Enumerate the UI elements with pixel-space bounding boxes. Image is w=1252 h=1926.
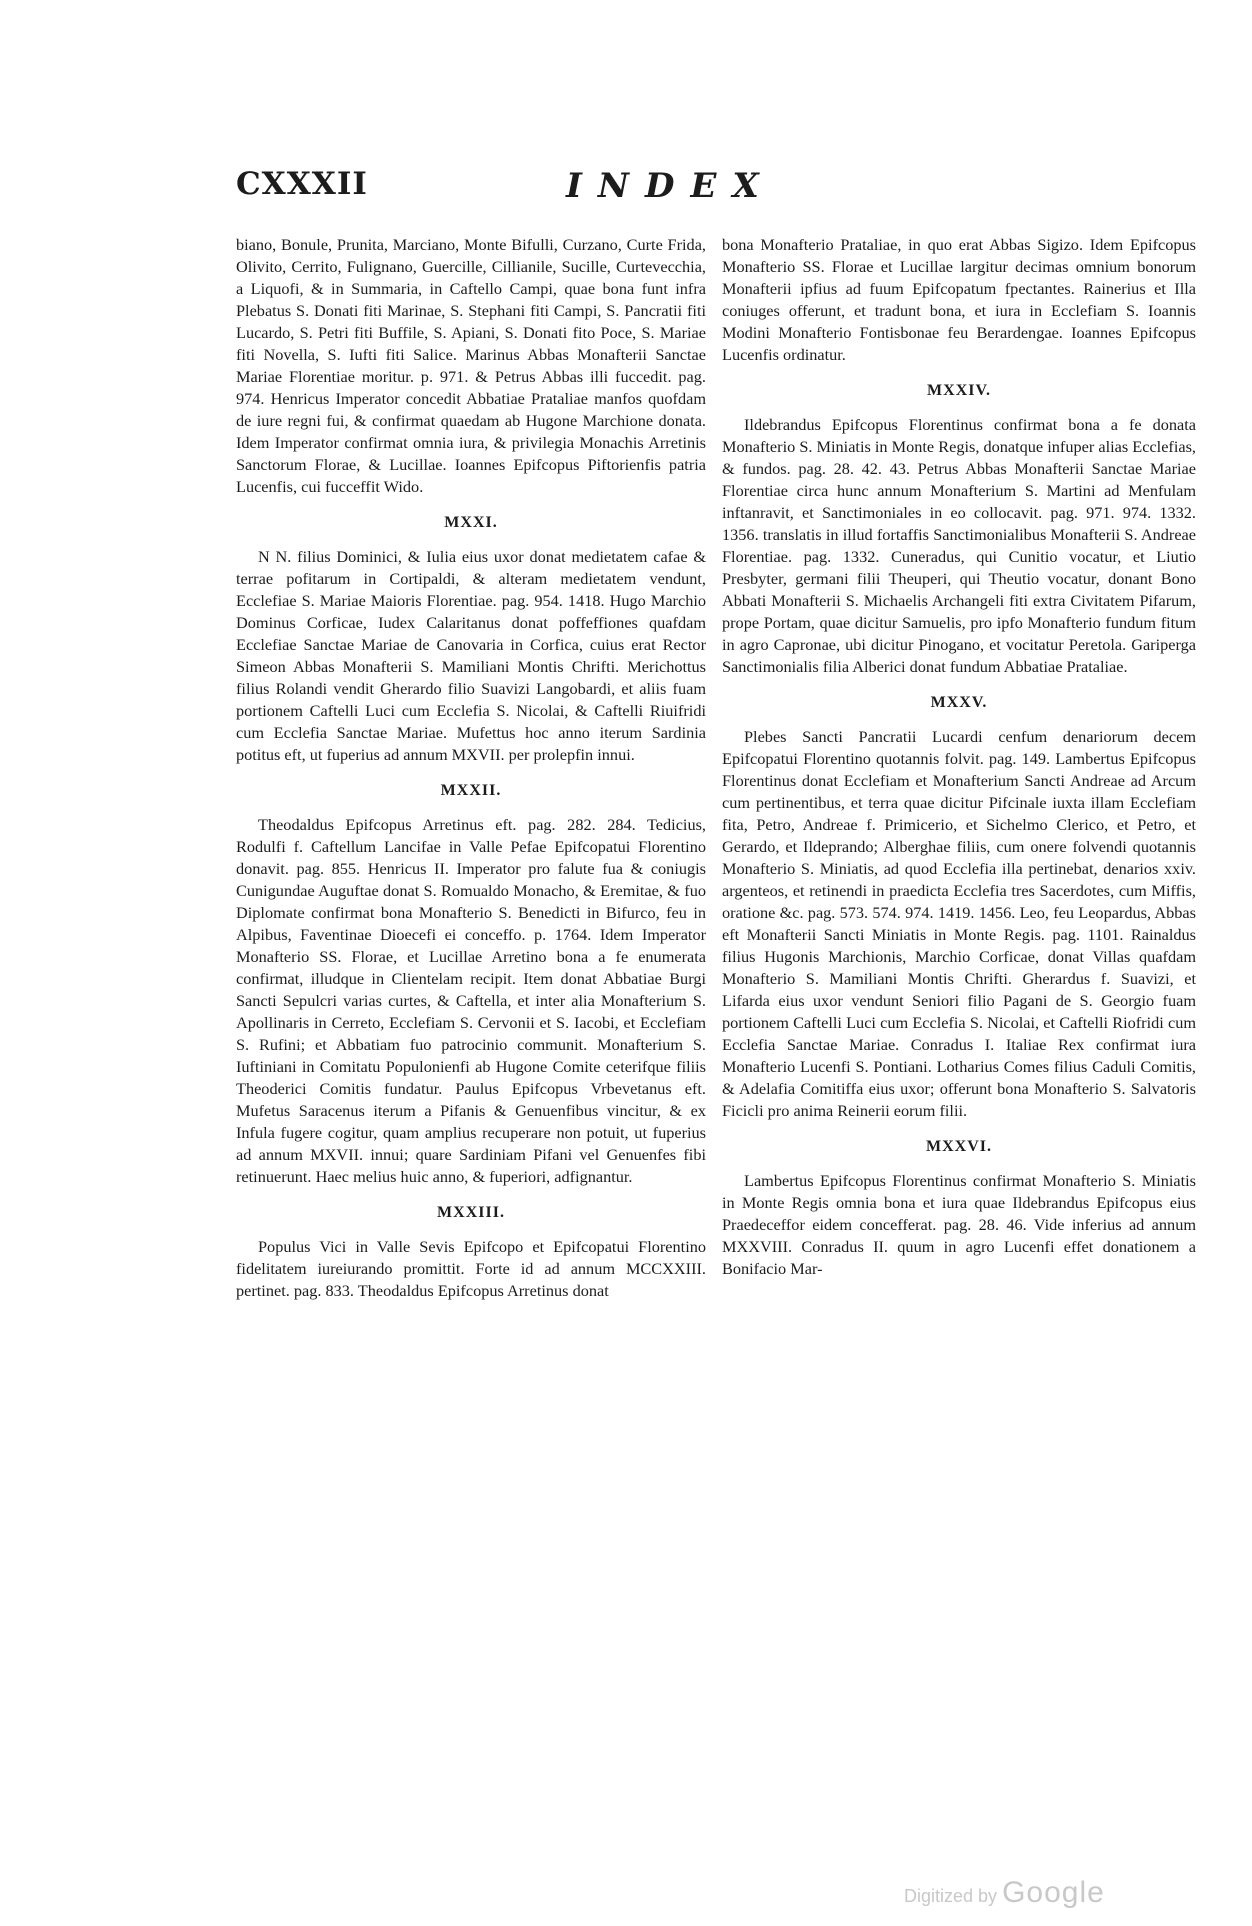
paragraph-continued: biano, Bonule, Prunita, Marciano, Monte Bifulli, Curzano, Curte Frida, Olivito, Cerrito, Fulignano, Guercille, Cillianile, Sucille, Curtevecchia, a Liquofi, & in Summaria, in Caftello Campi, quae bona funt infra Plebatus S. Donati fiti Marinae, S. Stephani fiti Campi, S. Pancratii fiti Lucardo, S. Petri fiti Buffile, S. Apiani, S. Donati fito Poce, S. Mariae fiti Novella, S. Iufti fiti Salice. Marinus Abbas Monafterii Sanctae Mariae Florentiae moritur. p. 971. & Petrus Abbas illi fuccedit. pag. 974. Henricus Imperator concedit Abbatiae Prataliae manfos quofdam de iure regni fui, & confirmat quaedam ab Hugone Marchione donata. Idem Imperator confirmat omnia iura, & privilegia Monachis Arretinis Sanctorum Florae, & Lucillae. Ioannes Epifcopus Piftorienfis patria Lucenfis, cui fucceffit Wido. bbox=[236, 235, 706, 496]
paragraph-mxxii: Theodaldus Epifcopus Arretinus eft. pag. 282. 284. Tedicius, Rodulfi f. Caftellum Lancifae in Valle Pefae Epifcopatui Florentino donavit. pag. 855. Henricus II. Imperator pro falute fua & coniugis Cunigundae Auguftae donat S. Romualdo Monacho, & Eremitae, & fuo Diplomate confirmat bona Monafterio S. Benedicti in Bifurco, feu in Alpibus, Faventinae Dioecefi ei conceffo. p. 1764. Idem Imperator Monafterio SS. Florae, et Lucillae Arretino bona a fe enumerata confirmat, illudque in Clientelam recipit. Item donat Abbatiae Burgi Sancti Sepulcri varias curtes, & Caftella, et inter alia Monafterium S. Apollinaris in Cerreto, Ecclefiam S. Cervonii et S. Iacobi, et Ecclefiam S. Rufini; et Abbatiam fuo patrocinio communit. Monafterium S. Iuftiniani in Comitatu Populonienfi ab Hugone Comite ceterifque filiis Theoderici Comitis fundatur. Paulus Epifcopus Vrbevetanus eft. Mufetus Saracenus iterum a Pifanis & Genuenfibus vincitur, & ex Infula fugere cogitur, quam amplius recuperare non potuit, ut fuperius ad annum MXVII. innui; quare Sardiniam Pifani vel Genuenfes fibi retinuerunt. Haec melius huic anno, & fuperiori, adfignantur. bbox=[236, 815, 706, 1186]
paragraph-mxxi: N N. filius Dominici, & Iulia eius uxor donat medietatem cafae & terrae pofitarum in Cortipaldi, & alteram medietatem vendunt, Ecclefiae S. Mariae Maioris Florentiae. pag. 954. 1418. Hugo Marchio Dominus Corficae, Iudex Calaritanus donat poffeffiones quafdam Ecclefiae Sanctae Mariae de Canovaria in Corfica, cuius erat Rector Simeon Abbas Monafterii S. Mamiliani Montis Chrifti. Merichottus filius Rolandi vendit Gherardo filio Suavizi Langobardi, et aliis fuam portionem Caftelli Luci cum Ecclefia S. Nicolai, & Caftelli Riuifridi cum Ecclefia Sanctae Mariae. Mufettus hoc anno iterum Sardinia potitus eft, ut fuperius ad annum MXVII. per prolepfin innui. bbox=[236, 547, 706, 764]
paragraph-mxxv: Plebes Sancti Pancratii Lucardi cenfum denariorum decem Epifcopatui Florentino quotannis folvit. pag. 149. Lambertus Epifcopus Florentinus donat Ecclefiam et Monafterium Sancti Andreae ad Arcum cum pertinentibus, et terra quae dicitur Pifcinale iuxta illam Ecclefiam fita, Petro, Andreae f. Primicerio, et Sichelmo Clerico, et Petro, et Gerardo, et Ildeprando; Alberghae filiis, cum onere folvendi quotannis Monafterio S. Miniatis, ad quod Ecclefia illa pertinebat, denarios xxiv. argenteos, et retinendi in praedicta Ecclefia tres Sacerdotes, cum Miffis, oratione &c. pag. 573. 574. 974. 1419. 1456. Leo, feu Leopardus, Abbas eft Monafterii Sancti Miniatis in Monte Regis. pag. 1101. Rainaldus filius Hugonis Marchionis, Marchio Corficae, donat Villas quafdam Monafterio S. Mamiliani Montis Chrifti. Gherardus f. Suavizi, et Lifarda eius uxor vendunt Seniori filio Pagani de S. Georgio fuam portionem Caftelli Luci cum Ecclefia S. Nicolai, et Caftelli Riofridi cum Ecclefia Sanctae Mariae. Conradus I. Italiae Rex confirmat iura Monafterio Lucenfi S. Pontiani. Lotharius Comes filius Caduli Comitis, & Adelafia Comitiffa eius uxor; offerunt bona Monafterio S. Salvatoris Ficicli pro anima Reinerii eorum filii. bbox=[722, 727, 1196, 1120]
page-number: CXXXII bbox=[236, 166, 368, 202]
running-title: INDEX bbox=[566, 166, 775, 206]
paragraph-continued-right: bona Monafterio Prataliae, in quo erat Abbas Sigizo. Idem Epifcopus Monafterio SS. Florae et Lucillae largitur decimas omnium bonorum Monafterii ipfius ad fuum Epifcopatum fpectantes. Rainerius et Illa coniuges offerunt, et tradunt bona, et iura in Ecclefiam S. Ioannis Modini Monafterio Fontisbonae feu Berardengae. Ioannes Epifcopus Lucenfis ordinatur. bbox=[722, 235, 1196, 364]
left-column bbox=[236, 234, 706, 1302]
year-heading-mxxv: MXXV. bbox=[930, 694, 988, 711]
year-heading-mxxiv: MXXIV. bbox=[927, 382, 991, 399]
year-heading-mxxvi: MXXVI. bbox=[926, 1138, 992, 1155]
watermark-brand: Google bbox=[1002, 1876, 1105, 1909]
year-heading-mxxi: MXXI. bbox=[444, 514, 498, 531]
right-column bbox=[722, 234, 1196, 1280]
paragraph-mxxiii: Populus Vici in Valle Sevis Epifcopo et Epifcopatui Florentino fidelitatem iureiurando promittit. Forte id ad annum MCCXXIII. pertinet. pag. 833. Theodaldus Epifcopus Arretinus donat bbox=[236, 1237, 706, 1300]
digitized-watermark bbox=[904, 1876, 1105, 1910]
watermark-prefix: Digitized by bbox=[904, 1886, 998, 1906]
paragraph-mxxvi: Lambertus Epifcopus Florentinus confirmat Monafterio S. Miniatis in Monte Regis omnia bona et iura quae Ildebrandus Epifcopus eius Praedeceffor eidem concefferat. pag. 28. 46. Vide inferius ad annum MXXVIII. Conradus II. quum in agro Lucenfi effet donationem a Bonifacio Mar- bbox=[722, 1171, 1196, 1278]
year-heading-mxxii: MXXII. bbox=[440, 782, 502, 799]
paragraph-mxxiv: Ildebrandus Epifcopus Florentinus confirmat bona a fe donata Monafterio S. Miniatis in Monte Regis, donatque infuper alias Ecclefias, & fundos. pag. 28. 42. 43. Petrus Abbas Monafterii Sanctae Mariae Florentiae circa hunc annum Monafterium S. Martini ad Menfulam inftanravit, et Sanctimoniales in eo collocavit. pag. 971. 974. 1332. 1356. translatis in illud fortaffis Sanctimonialibus Monafterii S. Andreae Florentiae. pag. 1332. Cuneradus, qui Cunitio vocatur, et Liutio Presbyter, germani filii Theuperi, qui Theutio vocatur, donant Bono Abbati Monafterii S. Michaelis Archangeli fiti extra Civitatem Pifarum, prope Portam, quae dicitur Samuelis, pro ipfo Monafterio fundum fitum in agro Capronae, ubi dicitur Pinogano, et vocitatur Peretola. Gariperga Sanctimonialis filia Alberici donat fundum Abbatiae Prataliae. bbox=[722, 415, 1196, 676]
page-header bbox=[236, 166, 1016, 212]
year-heading-mxxiii: MXXIII. bbox=[437, 1204, 505, 1221]
